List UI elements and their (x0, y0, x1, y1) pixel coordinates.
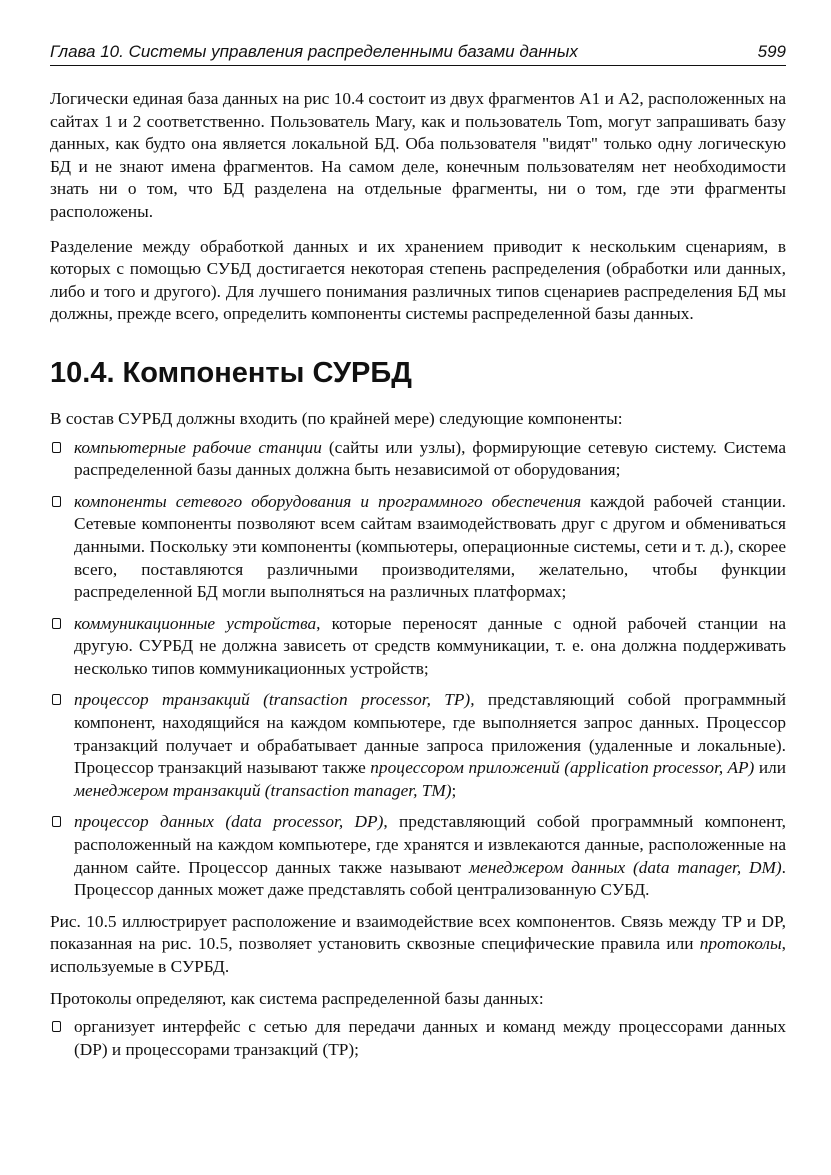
component-text-alt: . Процессор данных может даже представлять собой централизованную СУБД. (74, 857, 786, 900)
component-term: коммуникационные устройства (74, 613, 317, 633)
protocols-term: протоколы (699, 934, 782, 954)
figure-reference-text: Рис. 10.5 иллюстрирует расположение и взаимодействие всех компонентов. Связь между TP и DP, показанная на рис. 10.5, позволяет установить сквозные специфические правила или (50, 911, 786, 954)
paragraph-figure-reference (50, 911, 786, 979)
component-term: компоненты сетевого оборудования и программного обеспечения (74, 491, 582, 511)
component-text: , представляющий собой программный компонент, расположенный на каждом компьютере, где хранятся и извлекаются данные, расположенные на данном сайте. Процессор данных также называют (74, 812, 786, 877)
section-intro: В состав СУРБД должны входить (по крайней мере) следующие компоненты: (50, 408, 623, 428)
component-text: каждой рабочей станции. Сетевые компоненты позволяют всем сайтам взаимодействовать друг с другом и обмениваться данными. Поскольку эти компоненты (компьютеры, операционные системы, сети и т. д.), скорее всего, поставляются различными производителями, желательно, чтобы функции распределенной БД могли выполняться на различных платформах; (74, 491, 786, 602)
section-heading: 10.4. Компоненты СУРБД (50, 356, 412, 389)
checkbox-bullet-icon (52, 816, 61, 827)
component-term-alt: менеджером данных (data manager, DM) (469, 857, 782, 877)
component-term: процессор данных (data processor, DP) (74, 812, 384, 832)
component-text: (сайты или узлы), формирующие сетевую систему. Система распределенной базы данных должна быть независимой от оборудования; (74, 437, 786, 480)
list-item (50, 491, 786, 604)
figure-reference-end: , используемые в СУРБД. (50, 934, 786, 976)
component-term-alt2: менеджером транзакций (transaction manager, TM) (74, 780, 452, 800)
protocol-text: организует интерфейс с сетью для передачи данных и команд между процессорами данных (DP) и процессорами транзакций (TP); (74, 1017, 786, 1059)
component-text-alt: или (754, 758, 786, 778)
running-title: Глава 10. Системы управления распределенными базами данных (50, 42, 578, 61)
list-item (50, 613, 786, 681)
component-text: , которые переносят данные с одной рабочей станции на другую. СУРБД не должна зависеть от средств коммуникации, т. е. она должна поддерживать несколько типов коммуникационных устройств; (74, 613, 786, 678)
checkbox-bullet-icon (52, 1021, 61, 1032)
list-item (50, 437, 786, 482)
running-header (50, 38, 786, 66)
checkbox-bullet-icon (52, 442, 61, 453)
protocols-intro: Протоколы определяют, как система распределенной базы данных: (50, 988, 544, 1008)
protocols-list (50, 1016, 786, 1061)
component-text-alt2: ; (451, 780, 457, 800)
components-list (50, 437, 786, 902)
checkbox-bullet-icon (52, 694, 61, 705)
page (50, 38, 786, 1061)
list-item (50, 689, 786, 802)
component-term: процессор транзакций (transaction processor, TP), (74, 690, 475, 710)
component-term: компьютерные рабочие станции (74, 437, 322, 457)
page-number: 599 (757, 42, 786, 61)
paragraph-distribution: Разделение между обработкой данных и их хранением приводит к нескольким сценариям, в которых с помощью СУБД достигается некоторая степень распределения (обработки или данных, либо и того и другого). Для лучшего понимания различных типов сценариев распределения БД мы должны, прежде всего, определить компоненты системы распределенной базы данных. (50, 236, 786, 324)
paragraph-fragments: Логически единая база данных на рис 10.4 состоит из двух фрагментов А1 и А2, расположенных на сайтах 1 и 2 соответственно. Пользователь Mary, как и пользователь Tom, могут запрашивать базу данных, как будто она является локальной БД. Оба пользователя "видят" только одну логическую БД и не знают имена фрагментов. На самом деле, конечным пользователям нет необходимости знать ни о том, что БД разделена на отдельные фрагменты, ни о том, где эти фрагменты расположены. (50, 89, 786, 221)
component-term-alt: процессором приложений (application processor, AP) (370, 758, 755, 778)
list-item (50, 1016, 786, 1061)
list-item (50, 811, 786, 901)
checkbox-bullet-icon (52, 618, 61, 629)
checkbox-bullet-icon (52, 496, 61, 507)
component-text: представляющий собой программный компонент, находящийся на каждом компьютере, где выполняется запрос данных. Процессор транзакций получает и обрабатывает данные запроса приложения (удаленные и локальные). Процессор транзакций называют также (74, 690, 786, 778)
